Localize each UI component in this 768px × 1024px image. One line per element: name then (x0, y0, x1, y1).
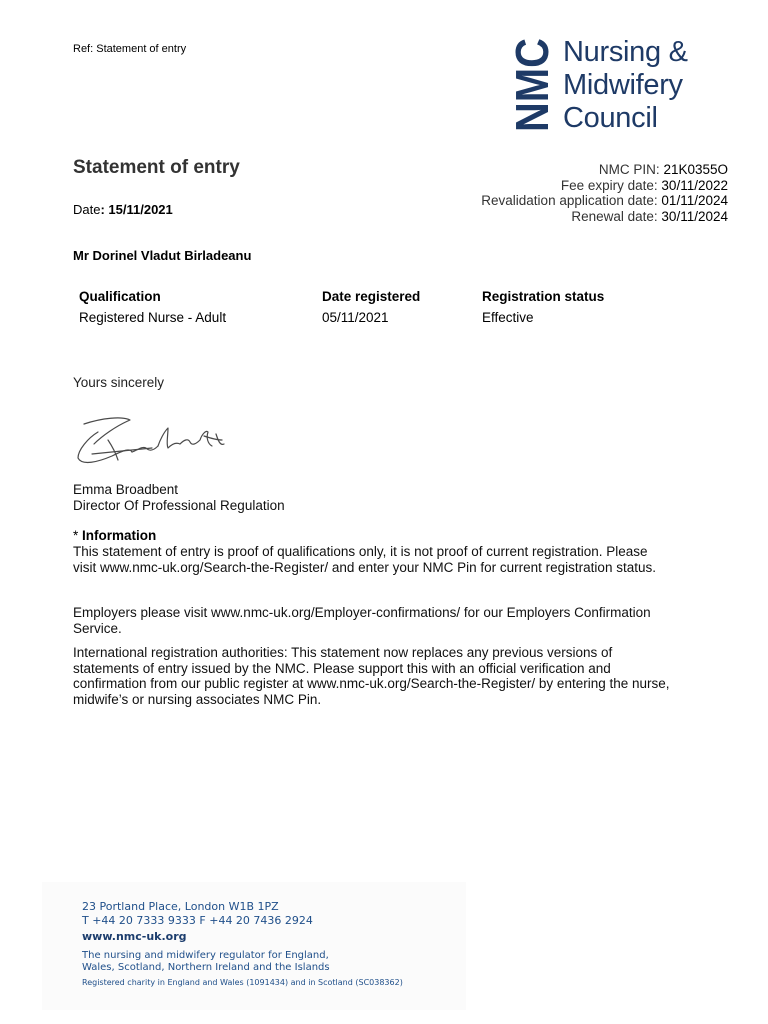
document-date (73, 202, 173, 217)
footer-description-2: Wales, Scotland, Northern Ireland and the Islands (82, 962, 330, 973)
nmc-logo (506, 27, 720, 134)
fee-expiry-label: Fee expiry date: (560, 177, 658, 193)
renewal-row (481, 209, 728, 225)
logo-line-midwifery: Midwifery (563, 69, 683, 101)
table-header-row (73, 288, 648, 309)
information-marker: * (73, 528, 83, 543)
information-heading-text: Information (82, 528, 157, 543)
registration-meta (481, 162, 728, 225)
signature-image (72, 410, 232, 474)
signer-name: Emma Broadbent (73, 482, 179, 497)
revalidation-value: 01/11/2024 (661, 193, 728, 209)
date-value: : 15/11/2021 (100, 202, 173, 217)
footer-website: www.nmc-uk.org (82, 930, 187, 943)
revalidation-label: Revalidation application date: (481, 193, 658, 209)
cell-registration-status: Effective (482, 310, 534, 325)
header-qualification: Qualification (79, 289, 161, 304)
cell-qualification: Registered Nurse - Adult (79, 310, 227, 325)
signatory (73, 482, 285, 514)
salutation: Yours sincerely (73, 375, 165, 390)
information-paragraph-1: This statement of entry is proof of qualifications only, it is not proof of current registration. Please visit www.nmc-uk.org/Search-the-Register/ and enter your NMC Pin for current registration status. (73, 544, 656, 575)
renewal-label: Renewal date: (571, 209, 658, 225)
footer-address: 23 Portland Place, London W1B 1PZ (82, 900, 279, 913)
fee-expiry-row (481, 178, 728, 194)
logo-line-council: Council (563, 102, 658, 134)
date-label: Date (73, 202, 101, 217)
signer-title: Director Of Professional Regulation (73, 498, 285, 513)
pin-value: 21K0355O (663, 162, 728, 177)
cell-date-registered: 05/11/2021 (322, 310, 389, 325)
pin-row (481, 162, 728, 178)
footer-charity: Registered charity in England and Wales (1091434) and in Scotland (SC038362) (82, 978, 403, 987)
header-date-registered: Date registered (322, 289, 421, 304)
fee-expiry-value: 30/11/2022 (661, 177, 728, 193)
page-title: Statement of entry (73, 157, 240, 178)
recipient-name: Mr Dorinel Vladut Birladeanu (73, 248, 252, 263)
pin-label: NMC PIN: (598, 162, 660, 177)
nmc-logo-mark-text: NMC (506, 27, 558, 132)
header-registration-status: Registration status (482, 289, 605, 304)
table-row (73, 309, 648, 326)
nmc-logo-mark (506, 27, 558, 132)
information-heading (73, 528, 156, 543)
reference-line: Ref: Statement of entry (73, 43, 187, 55)
information-paragraph-2: Employers please visit www.nmc-uk.org/Employer-confirmations/ for our Employers Confirmation Service. (73, 605, 651, 636)
footer-phone: T +44 20 7333 9333 F +44 20 7436 2924 (82, 914, 313, 927)
nmc-logo-wordmark (563, 36, 688, 135)
information-paragraph-3: International registration authorities: This statement now replaces any previous versions of statements of entry issued by the NMC. Please support this with an official verification and confirmation from our public register at www.nmc-uk.org/Search-the-Register/ by entering the nurse, midwife’s or nursing associates NMC Pin. (73, 645, 670, 707)
footer-address-block (42, 882, 466, 1010)
qualifications-table (73, 288, 648, 326)
footer-description-1: The nursing and midwifery regulator for England, (82, 950, 329, 961)
revalidation-row (481, 193, 728, 209)
logo-line-nursing: Nursing & (563, 36, 688, 68)
renewal-value: 30/11/2024 (661, 209, 728, 225)
